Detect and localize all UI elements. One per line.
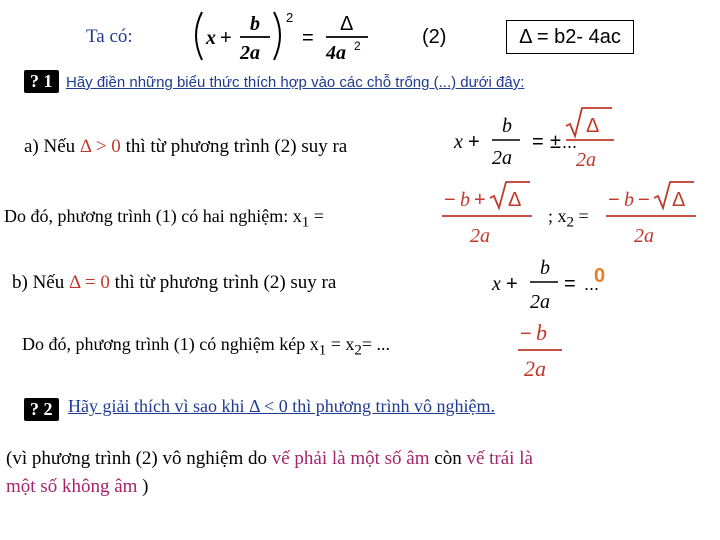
svg-text:b: b xyxy=(536,320,547,345)
svg-text:−: − xyxy=(638,189,650,211)
part-a-formula xyxy=(452,104,622,176)
x2-separator: ; x xyxy=(548,206,567,226)
svg-text:x: x xyxy=(206,27,216,49)
svg-text:+: + xyxy=(468,131,480,153)
svg-text:2a: 2a xyxy=(530,291,550,313)
svg-text:b: b xyxy=(250,13,260,35)
svg-text:x: x xyxy=(454,131,463,153)
svg-text:b: b xyxy=(540,257,550,279)
svg-text:Δ: Δ xyxy=(586,115,600,137)
svg-text:b: b xyxy=(460,189,470,211)
svg-text:...: ... xyxy=(584,274,600,294)
svg-text:4a: 4a xyxy=(326,42,346,64)
double-root-sub2: 2 xyxy=(354,342,362,359)
ta-co-label: Ta có: xyxy=(86,26,133,47)
double-root-sub1: 1 xyxy=(318,342,327,359)
svg-text:Δ: Δ xyxy=(672,189,686,211)
roots-text: Do đó, phương trình (1) có hai nghiệm: x xyxy=(4,206,302,226)
svg-text:2a: 2a xyxy=(634,225,654,247)
question-2-text: Hãy giải thích vì sao khi Δ < 0 thì phương trình vô nghiệm. xyxy=(68,396,495,416)
svg-text:2: 2 xyxy=(354,39,361,53)
double-root-formula xyxy=(516,312,566,384)
svg-text:Δ: Δ xyxy=(508,189,522,211)
svg-text:2: 2 xyxy=(286,10,294,25)
svg-text:2a: 2a xyxy=(470,225,490,247)
root-x2-formula xyxy=(604,176,704,252)
svg-text:2a: 2a xyxy=(492,147,512,169)
svg-text:+: + xyxy=(220,27,232,49)
svg-text:2a: 2a xyxy=(576,149,596,171)
explanation-part-1: (vì phương trình (2) vô nghiệm do xyxy=(6,448,272,469)
svg-text:0: 0 xyxy=(594,265,606,287)
explanation-line-2 xyxy=(6,476,149,498)
question-2-badge: ? 2 xyxy=(24,398,59,421)
part-b-formula xyxy=(490,250,620,320)
question-1-badge: ? 1 xyxy=(24,70,59,93)
svg-text:−: − xyxy=(444,189,456,211)
svg-text:b: b xyxy=(502,115,512,137)
svg-text:2a: 2a xyxy=(240,42,260,64)
explanation-non-negative: một số không âm xyxy=(6,476,138,497)
double-root-text: Do đó, phương trình (1) có nghiệm kép x xyxy=(22,334,319,354)
double-root-eq2: = ... xyxy=(361,334,391,354)
svg-text:2a: 2a xyxy=(524,356,546,381)
svg-text:+: + xyxy=(506,273,518,295)
part-b-prefix: b) Nếu xyxy=(12,272,69,293)
x1-subscript: 1 xyxy=(301,214,310,231)
svg-text:Δ: Δ xyxy=(340,13,354,35)
square-completion-formula xyxy=(188,4,388,66)
x1-equals: = xyxy=(309,206,324,226)
svg-text:=: = xyxy=(302,27,314,49)
part-b-roots-statement xyxy=(22,334,390,360)
equation-number: (2) xyxy=(422,26,447,48)
part-a-roots-statement xyxy=(4,206,324,232)
part-a-suffix: thì từ phương trình (2) suy ra xyxy=(120,136,348,157)
explanation-close: ) xyxy=(137,476,149,497)
delta-definition: Δ = b2- 4ac xyxy=(519,26,621,48)
question-1-text: Hãy điền những biểu thức thích hợp vào các chỗ trống (...) dưới đây: xyxy=(66,74,525,91)
explanation-line-1 xyxy=(6,448,533,470)
root-x1-formula xyxy=(440,176,540,252)
double-root-eq: = x xyxy=(326,334,355,354)
x2-subscript: 2 xyxy=(566,214,575,231)
x2-label xyxy=(548,206,589,232)
svg-text:+: + xyxy=(474,189,486,211)
svg-text:=: = xyxy=(532,131,544,153)
svg-text:b: b xyxy=(624,189,634,211)
explanation-right-side: vế phải là một số âm xyxy=(271,448,430,469)
svg-text:...: ... xyxy=(562,132,578,152)
part-b-condition: Δ = 0 xyxy=(68,272,110,293)
part-a-prefix: a) Nếu xyxy=(24,136,80,157)
svg-text:±: ± xyxy=(550,131,561,153)
part-b-suffix: thì từ phương trình (2) suy ra xyxy=(109,272,337,293)
svg-text:x: x xyxy=(492,273,501,295)
part-a-statement xyxy=(24,136,347,158)
svg-text:=: = xyxy=(564,273,576,295)
part-a-condition: Δ > 0 xyxy=(79,136,121,157)
svg-text:−: − xyxy=(608,189,620,211)
explanation-left-side: vế trái là xyxy=(466,448,533,469)
explanation-part-3: còn xyxy=(429,448,467,469)
part-b-statement xyxy=(12,272,336,294)
svg-text:−: − xyxy=(520,323,532,345)
delta-definition-box xyxy=(506,20,634,54)
x2-equals: = xyxy=(574,206,589,226)
